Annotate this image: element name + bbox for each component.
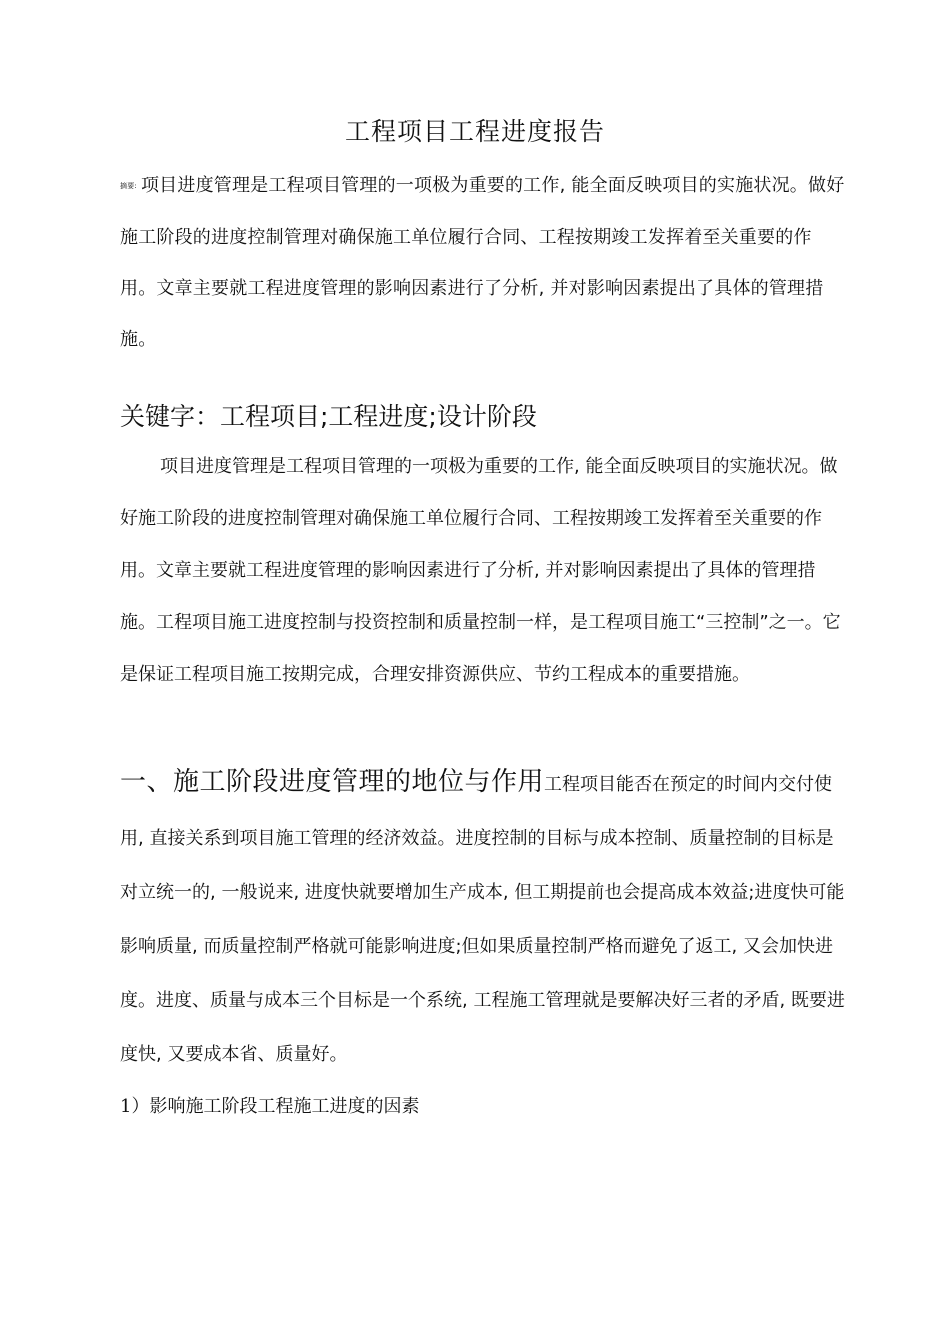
document-title: 工程项目工程进度报告 [344, 117, 605, 146]
intro-paragraph: 项目进度管理是工程项目管理的一项极为重要的工作, 能全面反映项目的实施状况。做好施工阶段的进度控制管理对确保施工单位履行合同、工程按期竣工发挥着至关重要的作用。文章主要就工程进度管理的影响因素进行了分析, 并对影响因素提出了具体的管理措施。工程项目施工进度控制与投资控制和质量控制一样，是工程项目施工“三控制”之一。它是保证工程项目施工按期完成，合理安排资源供应、节约工程成本的重要措施。 [120, 456, 841, 685]
keywords-line: 关键字：工程项目;工程进度;设计阶段 [120, 402, 537, 431]
abstract-text: 项目进度管理是工程项目管理的一项极为重要的工作, 能全面反映项目的实施状况。做好施工阶段的进度控制管理对确保施工单位履行合同、工程按期竣工发挥着至关重要的作用。文章主要就工程进度管理的影响因素进行了分析, 并对影响因素提出了具体的管理措施。 [120, 175, 845, 350]
section-heading: 一、施工阶段进度管理的地位与作用 [120, 767, 545, 797]
section-1 [120, 755, 845, 1082]
subsection-title: 影响施工阶段工程施工进度的因素 [149, 1096, 420, 1117]
subsection-heading [120, 1092, 845, 1122]
subsection-number: 1） [120, 1096, 150, 1117]
section-body-text: 工程项目能否在预定的时间内交付使用, 直接关系到项目施工管理的经济效益。进度控制的目标与成本控制、质量控制的目标是对立统一的, 一般说来, 进度快就要增加生产成本, 但工期提前也会提高成本效益;进度快可能影响质量, 而质量控制严格就可能影响进度;但如果质量控制严格而避免了返工, 又会加快进度。进度、质量与成本三个目标是一个系统, 工程施工管理就是要解决好三者的矛盾, 既要进度快, 又要成本省、质量好。 [120, 774, 845, 1065]
abstract-label: 摘要: [120, 182, 137, 190]
abstract-paragraph [120, 160, 845, 365]
